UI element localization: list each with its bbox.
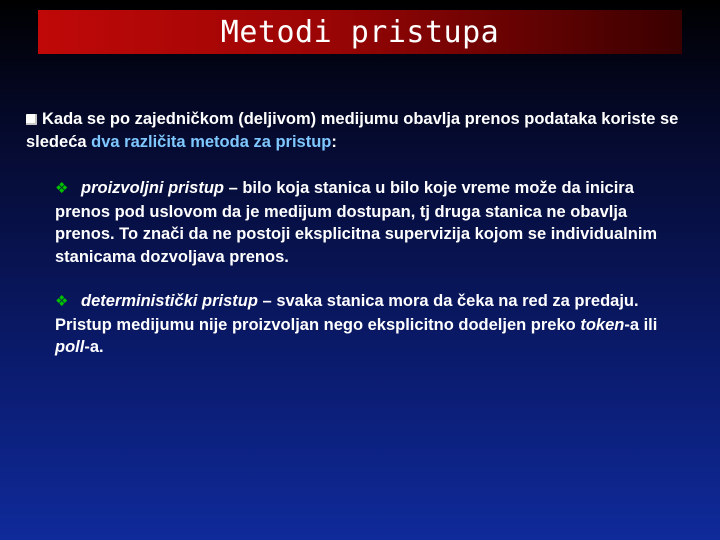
- intro-paragraph: [26, 108, 686, 153]
- item-term: proizvoljni pristup: [81, 179, 224, 197]
- intro-highlight: dva različita metoda za pristup: [91, 132, 332, 151]
- list-item-deterministic-access: [55, 290, 686, 359]
- list-item-random-access: [55, 177, 686, 268]
- slide-content: [26, 108, 686, 359]
- title-bar: [38, 10, 682, 54]
- intro-text-a: Kada se po zajedničkom (deljivom) medijumu obavlja prenos podataka koriste se sledeća: [26, 110, 679, 151]
- diamond-bullet-icon: ❖: [55, 293, 69, 310]
- item-description: – bilo koja stanica u bilo koje vreme može da inicira prenos pod uslovom da je medijum dostupan, tj druga stanica ne obavlja prenos. To znači da ne postoji eksplicitna supervizija kojom se individualnim stanicama dozvoljava prenos.: [55, 179, 658, 266]
- square-bullet-icon: [26, 114, 37, 125]
- poll-term: poll: [55, 338, 85, 356]
- diamond-bullet-icon: ❖: [55, 180, 69, 197]
- item-description-c: -a.: [84, 338, 104, 356]
- intro-text-b: :: [331, 132, 337, 151]
- item-description-b: -a ili: [624, 315, 658, 334]
- item-description-a: – svaka stanica mora da čeka na red za predaju. Pristup medijumu nije proizvoljan nego eksplicitno dodeljen preko: [55, 292, 639, 334]
- item-term: deterministički pristup: [81, 292, 258, 310]
- slide-title: Metodi pristupa: [220, 14, 500, 50]
- token-term: token: [580, 315, 625, 334]
